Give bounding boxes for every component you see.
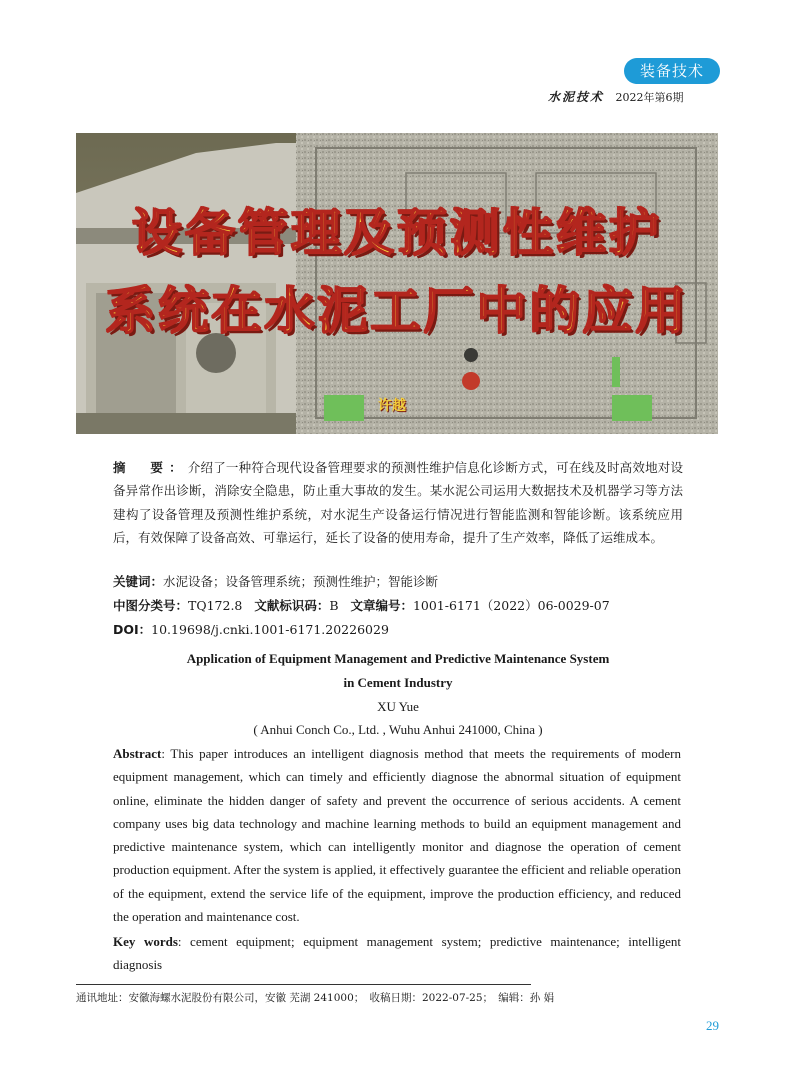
article-no-label: 文章编号：: [350, 598, 413, 613]
english-keywords-text: : cement equipment; equipment management system; predictive maintenance; intelligent diagnosis: [113, 934, 681, 972]
doi-line: [113, 621, 693, 639]
english-keywords: [113, 930, 681, 976]
article-no-value: 1001-6171（2022）06-0029-07: [412, 598, 610, 613]
english-author: XU Yue: [377, 699, 419, 714]
journal-header: [548, 88, 684, 105]
clc-label: 中图分类号：: [113, 598, 189, 613]
abstract-label: 摘 要：: [113, 460, 188, 475]
issue-number: 2022年第6期: [615, 91, 684, 104]
english-keywords-label: Key words: [113, 934, 178, 949]
journal-name: 水泥技术: [548, 90, 605, 104]
english-abstract: [113, 742, 681, 928]
page-number: 29: [706, 1018, 719, 1033]
footnote: 通讯地址：安徽海螺水泥股份有限公司，安徽 芜湖 241000； 收稿日期：2022-07-25； 编辑：孙 娟: [76, 992, 555, 1004]
keywords-label: 关键词：: [113, 574, 164, 589]
banner-title-line-2: 系统在水泥工厂中的应用: [105, 282, 689, 340]
banner-author: 许越: [378, 398, 406, 414]
doc-code-label: 文献标识码：: [254, 598, 330, 613]
english-abstract-text: : This paper introduces an intelligent diagnosis method that meets the requirements of modern equipment management, which can timely and efficiently diagnose the abnormal situation of equipment online, eliminate the hidden danger of safety and prevent the occurrence of serious accidents. A cement company uses big data technology and machine learning methods to build an equipment management and predictive maintenance system, which can intelligently monitor and diagnose the operation of cement production equipment. After the system is applied, it effectively guarantee the efficient and reliable operation of the equipment, extend the service life of the equipment, improve the production efficiency, and reduced the operation and maintenance cost.: [113, 746, 681, 925]
chinese-abstract: [113, 456, 683, 549]
clc-value: TQ172.8: [188, 598, 243, 613]
doc-code-value: B: [329, 598, 339, 613]
chinese-keywords: [113, 573, 693, 591]
doi-value: 10.19698/j.cnki.1001-6171.20226029: [151, 622, 389, 637]
english-affiliation: ( Anhui Conch Co., Ltd. , Wuhu Anhui 241000, China ): [253, 722, 543, 737]
doi-label: DOI：: [113, 622, 152, 637]
classification-line: [113, 597, 693, 615]
title-banner: [76, 133, 718, 434]
keywords-text: 水泥设备；设备管理系统；预测性维护；智能诊断: [163, 574, 439, 589]
english-abstract-label: Abstract: [113, 746, 162, 761]
banner-title-line-1: 设备管理及预测性维护: [132, 204, 662, 262]
abstract-text: 介绍了一种符合现代设备管理要求的预测性维护信息化诊断方式，可在线及时高效地对设备异常作出诊断，消除安全隐患，防止重大事故的发生。某水泥公司运用大数据技术及机器学习等方法建构了设备管理及预测性维护系统，对水泥生产设备运行情况进行智能监测和智能诊断。该系统应用后，有效保障了设备高效、可靠运行，延长了设备的使用寿命，提升了生产效率，降低了运维成本。: [113, 460, 683, 545]
section-badge: 装备技术: [624, 58, 720, 84]
footnote-divider: [76, 984, 531, 985]
english-title-line-1: Application of Equipment Management and Predictive Maintenance System: [186, 651, 610, 666]
english-title-line-2: in Cement Industry: [343, 675, 453, 690]
